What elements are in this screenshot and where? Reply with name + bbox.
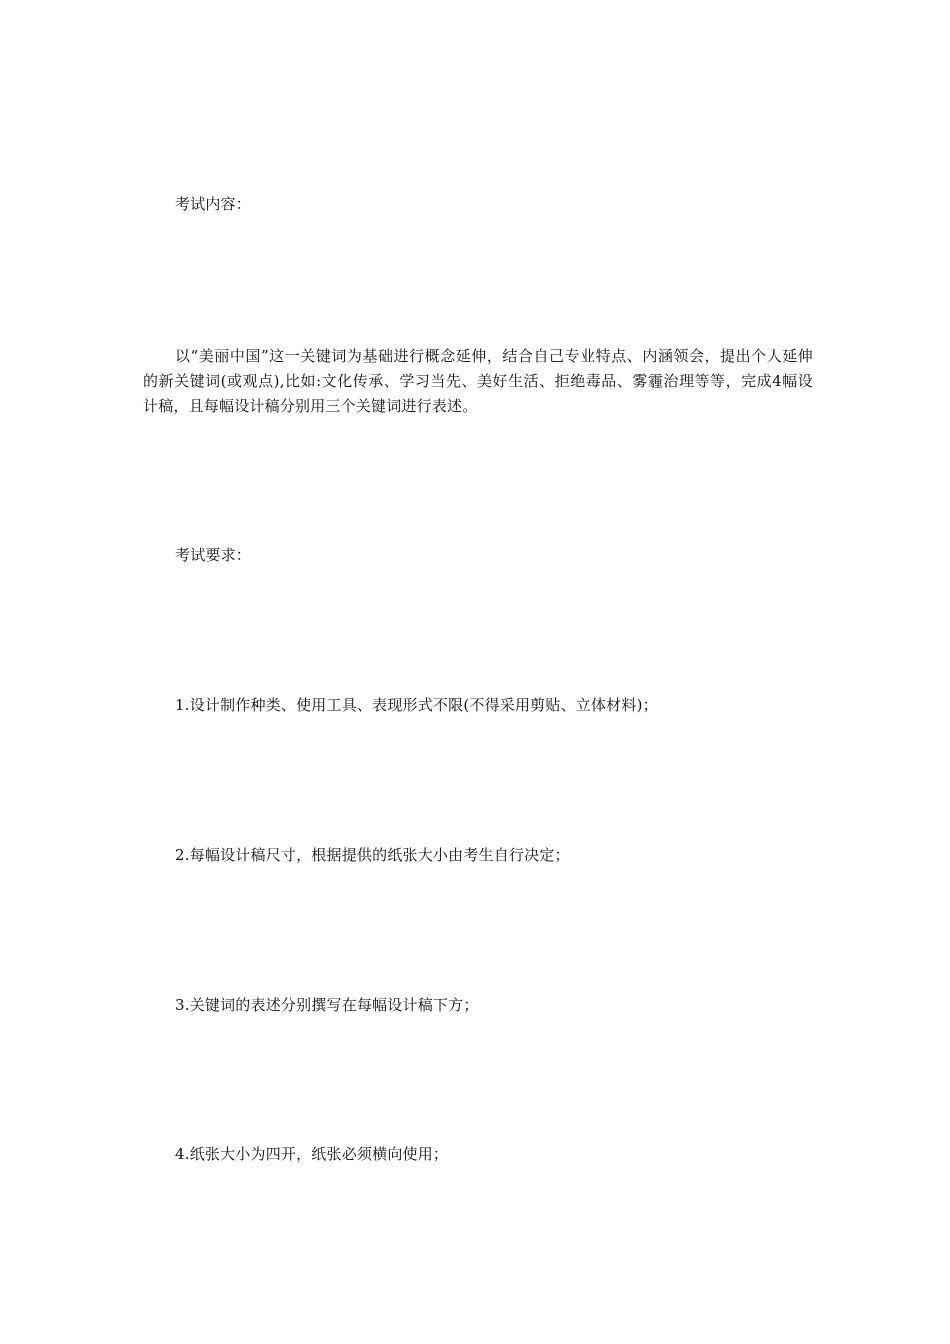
exam-requirements-heading: 考试要求： xyxy=(175,546,252,564)
exam-content-paragraph: 以“美丽中国”这一关键词为基础进行概念延伸，结合自己专业特点、内涵领会，提出个人延伸的新关键词(或观点),比如:文化传承、学习当先、美好生活、拒绝毒品、雾霾治理等等，完成4幅设计稿，且每幅设计稿分别用三个关键词进行表述。 xyxy=(143,347,813,415)
requirement-item: 4.纸张大小为四开，纸张必须横向使用； xyxy=(175,1145,449,1163)
requirement-item: 3.关键词的表述分别撰写在每幅设计稿下方； xyxy=(175,996,479,1014)
requirement-item: 1.设计制作种类、使用工具、表现形式不限(不得采用剪贴、立体材料)； xyxy=(175,696,658,714)
requirement-item: 2.每幅设计稿尺寸，根据提供的纸张大小由考生自行决定； xyxy=(175,846,570,864)
exam-content-heading: 考试内容： xyxy=(175,195,252,213)
